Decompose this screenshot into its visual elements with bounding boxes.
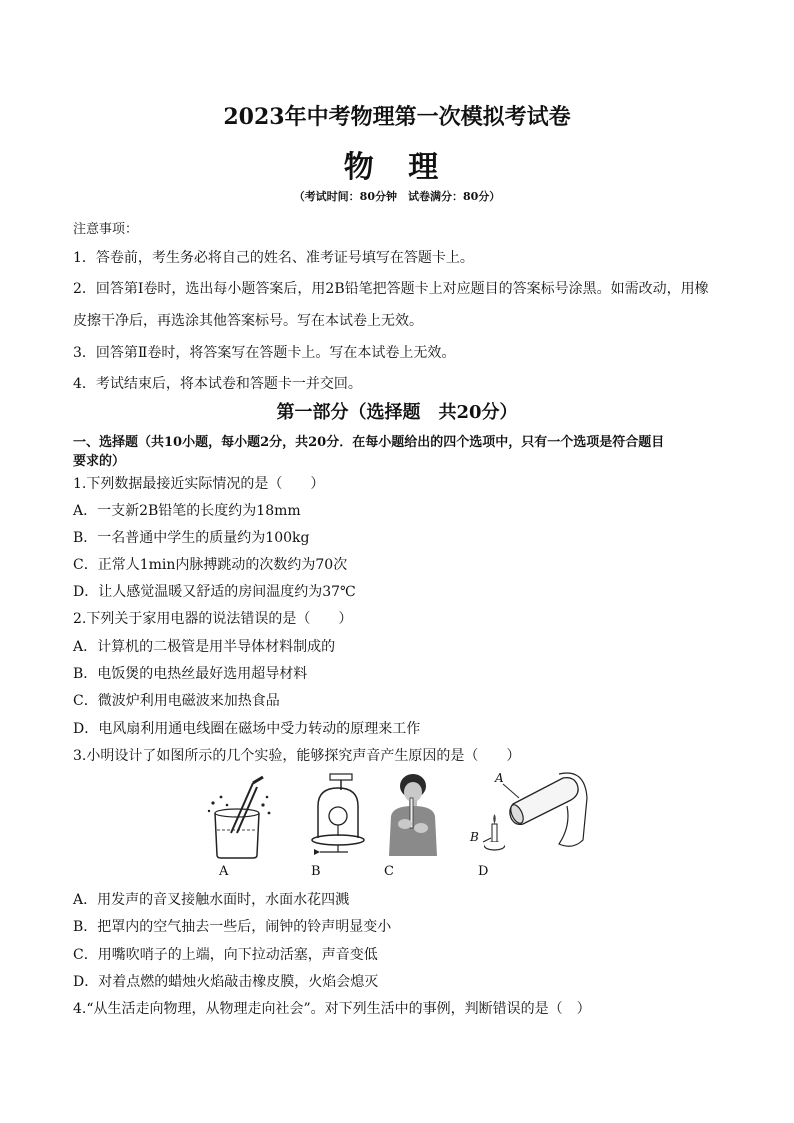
- figure-label-a: A: [219, 864, 229, 879]
- option: A．一支新2B铅笔的长度约为18mm: [73, 503, 301, 519]
- subject-title: 物 理: [343, 150, 451, 185]
- figure-d-callout-a: A: [495, 771, 504, 785]
- option: C．正常人1min内脉搏跳动的次数约为70次: [73, 557, 348, 573]
- figure-b-bell-jar: [300, 772, 370, 862]
- option: D．让人感觉温暖又舒适的房间温度约为37℃: [73, 584, 356, 600]
- note-item: 4．考试结束后，将本试卷和答题卡一并交回。: [73, 376, 362, 392]
- option: C．微波炉利用电磁波来加热食品: [73, 693, 280, 709]
- note-item: 3．回答第Ⅱ卷时，将答案写在答题卡上。写在本试卷上无效。: [73, 345, 456, 361]
- notes-heading: 注意事项：: [73, 222, 139, 237]
- question-stem: 4.“从生活走向物理，从物理走向社会”。对下列生活中的事例，判断错误的是（ ）: [73, 1001, 591, 1017]
- option: C．用嘴吹哨子的上端，向下拉动活塞，声音变低: [73, 947, 378, 963]
- note-item: 1．答卷前，考生务必将自己的姓名、准考证号填写在答题卡上。: [73, 250, 474, 266]
- figure-label-c: C: [384, 864, 394, 879]
- option: B．把罩内的空气抽去一些后，闹钟的铃声明显变小: [73, 919, 392, 935]
- option: A．计算机的二极管是用半导体材料制成的: [73, 639, 336, 655]
- figure-c-person-whistle: [383, 772, 443, 856]
- exam-meta: （考试时间：80分钟 试卷满分：80分）: [293, 190, 501, 203]
- section-instruction: 一、选择题（共10小题，每小题2分，共20分．在每小题给出的四个选项中，只有一个选项是符合题目: [73, 435, 665, 450]
- option: B．电饭煲的电热丝最好选用超导材料: [73, 666, 308, 682]
- figure-d-tube-candle: [463, 768, 588, 858]
- figure-label-d: D: [478, 864, 489, 879]
- figure-label-b: B: [311, 864, 321, 879]
- section-instruction-cont: 要求的）: [73, 454, 126, 469]
- note-item: 皮擦干净后，再选涂其他答案标号。写在本试卷上无效。: [73, 313, 423, 329]
- option: D．电风扇利用通电线圈在磁场中受力转动的原理来工作: [73, 721, 421, 737]
- section-title: 第一部分（选择题 共20分）: [276, 402, 518, 423]
- question-stem: 2.下列关于家用电器的说法错误的是（ ）: [73, 611, 353, 627]
- option: B．一名普通中学生的质量约为100kg: [73, 530, 310, 546]
- note-item: 2．回答第Ⅰ卷时，选出每小题答案后，用2B铅笔把答题卡上对应题目的答案标号涂黑。如需改动，用橡: [73, 281, 709, 297]
- option: A．用发声的音叉接触水面时，水面水花四溅: [73, 892, 350, 908]
- figure-a-tuning-fork-beaker: [205, 775, 275, 860]
- question-stem: 1.下列数据最接近实际情况的是（ ）: [73, 476, 325, 492]
- option: D．对着点燃的蜡烛火焰敲击橡皮膜，火焰会熄灭: [73, 974, 379, 990]
- figure-d-callout-b: B: [470, 830, 479, 844]
- question-stem: 3.小明设计了如图所示的几个实验，能够探究声音产生原因的是（ ）: [73, 748, 521, 764]
- exam-title: 2023年中考物理第一次模拟考试卷: [223, 104, 571, 130]
